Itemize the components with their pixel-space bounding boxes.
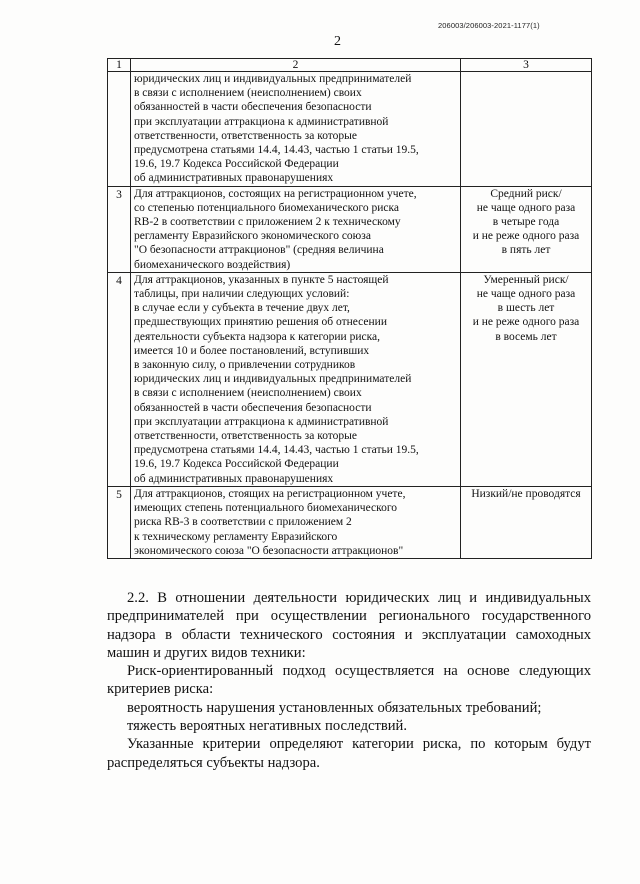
- row-number: [108, 72, 131, 187]
- criteria-line: ответственности, ответственность за которые: [134, 430, 358, 443]
- risk-line: в восемь лет: [495, 330, 557, 343]
- criterion-item: вероятность нарушения установленных обязательных требований;: [127, 699, 542, 716]
- criteria-line: Для аттракционов, состоящих на регистрационном учете,: [134, 187, 417, 200]
- risk-line: Умеренный риск/: [483, 273, 569, 286]
- criteria-line: деятельности субъекта надзора к категории риска,: [134, 330, 380, 343]
- criteria-line: RB-2 в соответствии с приложением 2 к техническому: [134, 216, 401, 229]
- criteria-line: 19.6, 19.7 Кодекса Российской Федерации: [134, 458, 339, 471]
- criteria-line: об административных правонарушениях: [134, 172, 334, 185]
- table-row: [108, 272, 592, 486]
- criteria-cell: [131, 486, 461, 558]
- criteria-line: имеющих степень потенциального биомеханического: [134, 502, 398, 515]
- risk-line: и не реже одного раза: [472, 230, 580, 243]
- criteria-line: имеется 10 и более постановлений, вступивших: [134, 344, 370, 357]
- criteria-line: таблицы, при наличии следующих условий:: [134, 288, 350, 301]
- table-header-row: [108, 59, 592, 72]
- page-number: 2: [334, 34, 341, 49]
- risk-category-cell: [461, 486, 592, 558]
- criteria-line: биомеханического воздействия): [134, 258, 291, 271]
- criteria-line: предусмотрена статьями 14.4, 14.43, частью 1 статьи 19.5,: [134, 444, 419, 457]
- criteria-cell: [131, 72, 461, 187]
- table-row: [108, 486, 592, 558]
- column-header: 3: [461, 59, 592, 72]
- document-id: 206003/206003-2021-1177(1): [438, 21, 540, 30]
- criteria-line: к техническому регламенту Евразийского: [134, 530, 338, 543]
- row-number: 4: [108, 272, 131, 486]
- criteria-line: экономического союза "О безопасности аттракционов": [134, 544, 404, 557]
- criteria-line: предусмотрена статьями 14.4, 14.43, частью 1 статьи 19.5,: [134, 144, 419, 157]
- criteria-line: в связи с исполнением (неисполнением) своих: [134, 387, 362, 400]
- criteria-line: 19.6, 19.7 Кодекса Российской Федерации: [134, 158, 339, 171]
- risk-line: в шесть лет: [497, 302, 555, 315]
- paragraph-criteria-define: Указанные критерии определяют категории риска, по которым будут распределяться субъекты надзора.: [107, 736, 591, 771]
- table-row: [108, 72, 592, 187]
- criteria-line: юридических лиц и индивидуальных предпринимателей: [134, 373, 412, 386]
- risk-category-cell: [461, 72, 592, 187]
- criteria-line: в законную силу, о привлечении сотрудников: [134, 359, 356, 372]
- risk-line: не чаще одного раза: [476, 201, 576, 214]
- row-number: 5: [108, 486, 131, 558]
- criteria-line: в случае если у субъекта в течение двух лет,: [134, 302, 350, 315]
- criteria-line: обязанностей в части обеспечения безопасности: [134, 401, 372, 414]
- criteria-line: "О безопасности аттракционов" (средняя величина: [134, 244, 384, 257]
- criteria-line: об административных правонарушениях: [134, 472, 334, 485]
- table-row: [108, 186, 592, 272]
- criteria-cell: [131, 186, 461, 272]
- criterion-item: тяжесть вероятных негативных последствий.: [127, 718, 408, 735]
- criteria-line: Для аттракционов, стоящих на регистрационном учете,: [134, 487, 406, 500]
- criteria-line: при эксплуатации аттракциона к административной: [134, 115, 389, 128]
- criteria-line: юридических лиц и индивидуальных предпринимателей: [134, 73, 412, 85]
- risk-line: Средний риск/: [490, 187, 562, 200]
- risk-line: в пять лет: [501, 244, 551, 257]
- body-text: [107, 589, 591, 772]
- criteria-line: в связи с исполнением (неисполнением) своих: [134, 87, 362, 100]
- criteria-line: риска RB-3 в соответствии с приложением 2: [134, 516, 352, 529]
- paragraph-risk-approach: Риск-ориентированный подход осуществляется на основе следующих критериев риска:: [107, 663, 591, 698]
- column-header: 1: [108, 59, 131, 72]
- row-number: 3: [108, 186, 131, 272]
- criteria-line: регламенту Евразийского экономического союза: [134, 230, 371, 243]
- criteria-line: Для аттракционов, указанных в пункте 5 настоящей: [134, 273, 389, 286]
- criteria-cell: [131, 272, 461, 486]
- criteria-line: предшествующих принятию решения об отнесении: [134, 316, 387, 329]
- paragraph-2-2: 2.2. В отношении деятельности юридических лиц и индивидуальных предпринимателей при осуществлении регионального государственного надзора в области технического состояния и эксплуатации самоходных машин и других видов техники:: [107, 590, 591, 661]
- risk-category-table: [107, 58, 592, 559]
- column-header: 2: [131, 59, 461, 72]
- risk-line: и не реже одного раза: [472, 316, 580, 329]
- risk-line: в четыре года: [492, 216, 560, 229]
- criteria-line: при эксплуатации аттракциона к административной: [134, 415, 389, 428]
- criteria-line: ответственности, ответственность за которые: [134, 129, 358, 142]
- risk-line: не чаще одного раза: [476, 288, 576, 301]
- risk-line: Низкий/не проводятся: [471, 487, 581, 500]
- risk-category-cell: [461, 186, 592, 272]
- criteria-line: со степенью потенциального биомеханического риска: [134, 201, 399, 214]
- risk-category-cell: [461, 272, 592, 486]
- criteria-line: обязанностей в части обеспечения безопасности: [134, 101, 372, 114]
